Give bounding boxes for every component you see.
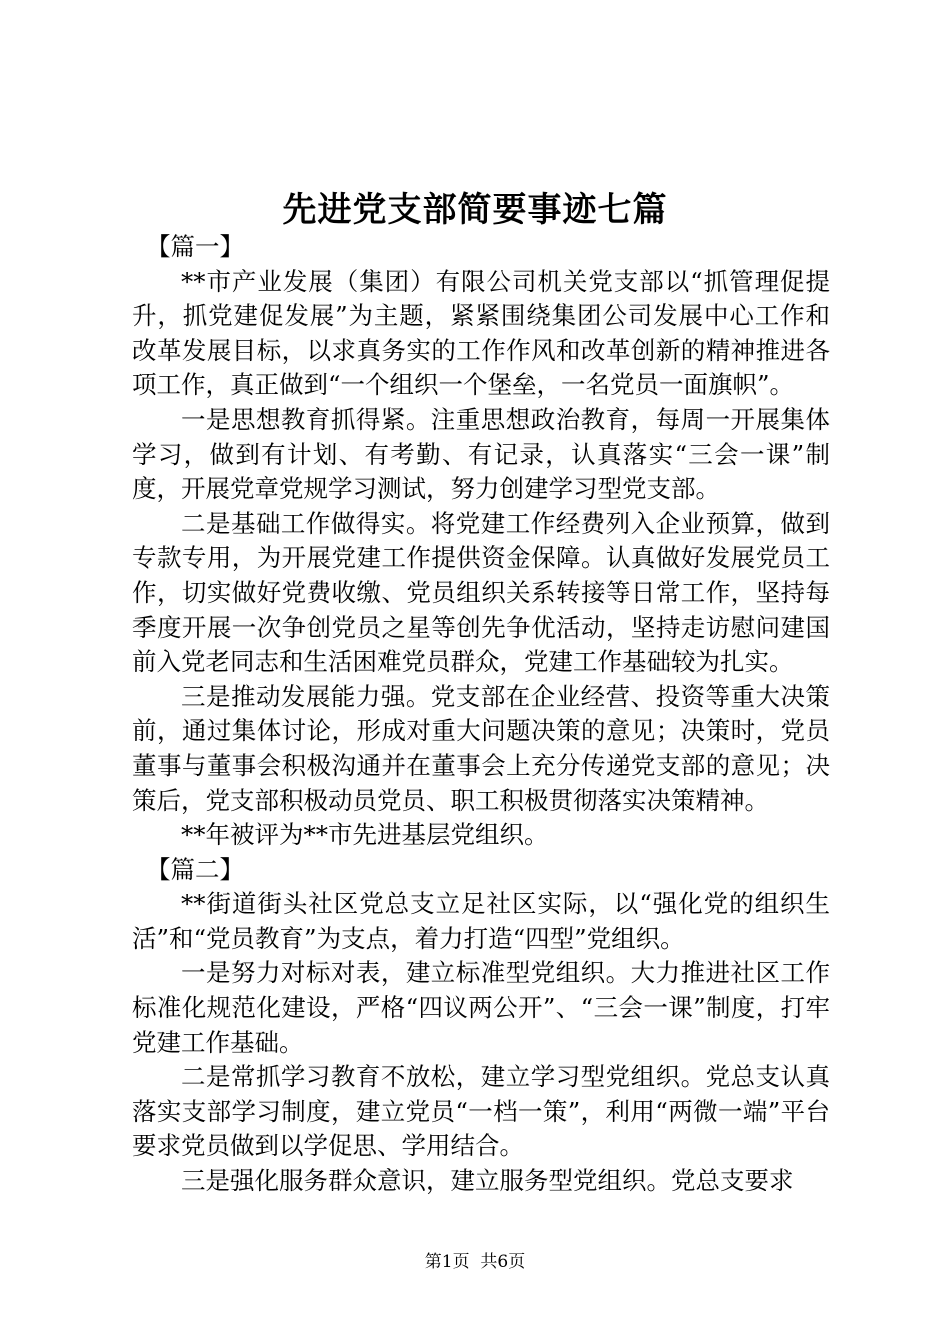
section-heading: 【篇一】 <box>146 232 244 261</box>
section-heading: 【篇二】 <box>146 854 244 884</box>
page-footer <box>0 1250 950 1274</box>
page-number: 第1页 <box>424 1252 470 1272</box>
paragraph: **街道街头社区党总支立足社区实际，以“强化党的组织生活”和“党员教育”为支点，着力打造“四型”党组织。 <box>132 889 830 953</box>
paragraph: **年被评为**市先进基层党组织。 <box>181 820 549 850</box>
document-title: 先进党支部简要事迹七篇 <box>282 190 668 230</box>
paragraph: 三是推动发展能力强。党支部在企业经营、投资等重大决策前，通过集体讨论，形成对重大问题决策的意见；决策时，党员董事与董事会积极沟通并在董事会上充分传递党支部的意见；决策后，党支部积极动员党员、职工积极贯彻落实决策精神。 <box>132 681 830 815</box>
paragraph: 二是基础工作做得实。将党建工作经费列入企业预算，做到专款专用，为开展党建工作提供资金保障。认真做好发展党员工作，切实做好党费收缴、党员组织关系转接等日常工作，坚持每季度开展一次争创党员之星等创先争优活动，坚持走访慰问建国前入党老同志和生活困难党员群众，党建工作基础较为扎实。 <box>132 508 830 677</box>
document-body <box>132 230 830 1199</box>
paragraph: 三是强化服务群众意识，建立服务型党组织。党总支要求 <box>181 1166 794 1196</box>
paragraph: **市产业发展（集团）有限公司机关党支部以“抓管理促提升，抓党建促发展”为主题，紧紧围绕集团公司发展中心工作和改革发展目标，以求真务实的工作作风和改革创新的精神推进各项工作，真正做到“一个组织一个堡垒，一名党员一面旗帜”。 <box>132 266 830 400</box>
paragraph: 一是努力对标对表，建立标准型党组织。大力推进社区工作标准化规范化建设，严格“四议两公开”、“三会一课”制度，打牢党建工作基础。 <box>132 958 830 1057</box>
paragraph: 一是思想教育抓得紧。注重思想政治教育，每周一开展集体学习，做到有计划、有考勤、有记录，认真落实“三会一课”制度，开展党章党规学习测试，努力创建学习型党支部。 <box>132 404 830 504</box>
page-total: 共6页 <box>480 1252 526 1272</box>
paragraph: 二是常抓学习教育不放松，建立学习型党组织。党总支认真落实支部学习制度，建立党员“一档一策”，利用“两微一端”平台要求党员做到以学促思、学用结合。 <box>132 1062 830 1161</box>
